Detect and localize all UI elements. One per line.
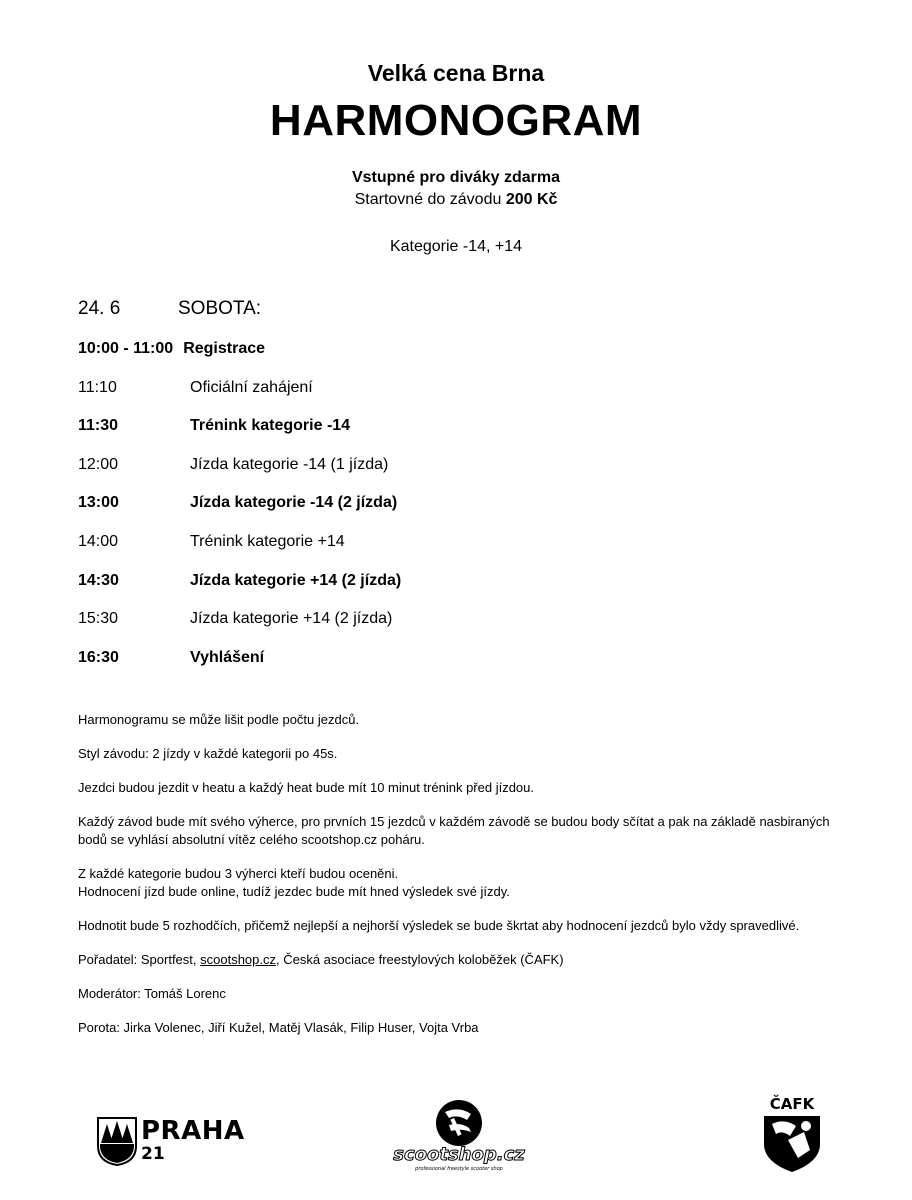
schedule-time: 15:30 — [78, 610, 119, 628]
note-schedule-change: Harmonogramu se může lišit podle počtu jezdců. — [78, 712, 360, 727]
schedule-row — [78, 340, 838, 379]
praha21-logo — [97, 1116, 245, 1166]
fee-amount: 200 Kč — [505, 191, 558, 208]
note-race-style: Styl závodu: 2 jízdy v každé kategorii po 45s. — [78, 746, 338, 761]
day-heading — [78, 298, 261, 320]
note-moderator: Moderátor: Tomáš Lorenc — [78, 986, 226, 1001]
cafk-shield-icon — [760, 1092, 824, 1174]
event-subtitle: Velká cena Brna — [367, 60, 545, 86]
organizer-prefix: Pořadatel: Sportfest, — [78, 952, 201, 967]
schedule-row — [78, 533, 838, 572]
day-date: 24. 6 — [78, 298, 121, 319]
note-winners-line1: Z každé kategorie budou 3 výherci kteří budou oceněni. — [78, 866, 399, 881]
note-scoring: Každý závod bude mít svého výherce, pro prvních 15 jezdců v každém závodě se budou body sčítat a pak na základě nasbiraných bodů se vyhlásí absolutní vítěz celého scootshop.cz poháru. — [78, 814, 830, 847]
praha-number: 21 — [141, 1144, 165, 1164]
note-organizer — [78, 951, 848, 969]
schedule-activity: Trénink kategorie +14 — [190, 532, 345, 550]
day-name: SOBOTA: — [178, 298, 262, 319]
schedule-activity: Jízda kategorie -14 (1 jízda) — [190, 455, 389, 473]
schedule-row — [78, 494, 838, 533]
scootshop-logo — [383, 1098, 535, 1178]
fee-info — [0, 191, 912, 209]
cafk-logo — [760, 1092, 824, 1174]
schedule-activity: Jízda kategorie +14 (2 jízda) — [190, 610, 393, 628]
schedule-activity: Vyhlášení — [190, 648, 265, 666]
note-heats: Jezdci budou jezdit v heatu a každý heat bude mít 10 minut trénink před jízdou. — [78, 780, 534, 795]
praha-shield-icon — [97, 1116, 137, 1166]
organizer-suffix: , Česká asociace freestylových koloběžek (ČAFK) — [276, 952, 564, 967]
note-winners — [78, 865, 848, 901]
schedule-time: 13:00 — [78, 494, 119, 512]
schedule-activity: Trénink kategorie -14 — [190, 417, 351, 435]
scootshop-wordmark: scootshop.cz — [393, 1144, 525, 1165]
schedule-list — [78, 340, 838, 687]
schedule-row — [78, 572, 838, 611]
schedule-row — [78, 456, 838, 495]
note-jury: Porota: Jirka Volenec, Jiří Kužel, Matěj Vlasák, Filip Huser, Vojta Vrba — [78, 1020, 479, 1035]
schedule-activity: Jízda kategorie -14 (2 jízda) — [190, 494, 398, 512]
schedule-time: 12:00 — [78, 455, 119, 473]
schedule-activity: Oficiální zahájení — [190, 378, 313, 396]
notes-section — [78, 711, 848, 1053]
praha-name: PRAHA — [141, 1116, 245, 1146]
schedule-row — [78, 610, 838, 649]
scootshop-tagline: professional freestyle scooter shop — [415, 1166, 503, 1172]
cafk-name: ČAFK — [769, 1095, 815, 1113]
note-winners-line2: Hodnocení jízd bude online, tudíž jezdec bude mít hned výsledek své jízdy. — [78, 884, 510, 899]
schedule-time: 10:00 - 11:00 — [78, 340, 174, 357]
schedule-time: 14:00 — [78, 532, 119, 550]
schedule-time: 11:30 — [78, 417, 119, 435]
categories-info: Kategorie -14, +14 — [389, 238, 523, 255]
schedule-time: 11:10 — [78, 378, 117, 396]
fee-label: Startovné do závodu — [354, 191, 506, 208]
schedule-activity: Jízda kategorie +14 (2 jízda) — [190, 571, 402, 589]
schedule-time: 16:30 — [78, 648, 119, 666]
schedule-row — [78, 379, 838, 418]
note-judges: Hodnotit bude 5 rozhodčích, přičemž nejlepší a nejhorší výsledek se bude škrtat aby hodnocení jezdců bylo vždy spravedlivé. — [78, 918, 800, 933]
entry-info: Vstupné pro diváky zdarma — [351, 169, 561, 186]
schedule-row — [78, 417, 838, 456]
organizer-link[interactable]: scootshop.cz — [200, 952, 276, 967]
scootshop-emblem-icon — [383, 1098, 535, 1178]
schedule-row — [78, 649, 838, 688]
schedule-time: 14:30 — [78, 571, 119, 589]
schedule-activity: Registrace — [183, 340, 266, 357]
page-title: HARMONOGRAM — [269, 96, 643, 145]
sponsor-logos — [0, 1090, 912, 1180]
